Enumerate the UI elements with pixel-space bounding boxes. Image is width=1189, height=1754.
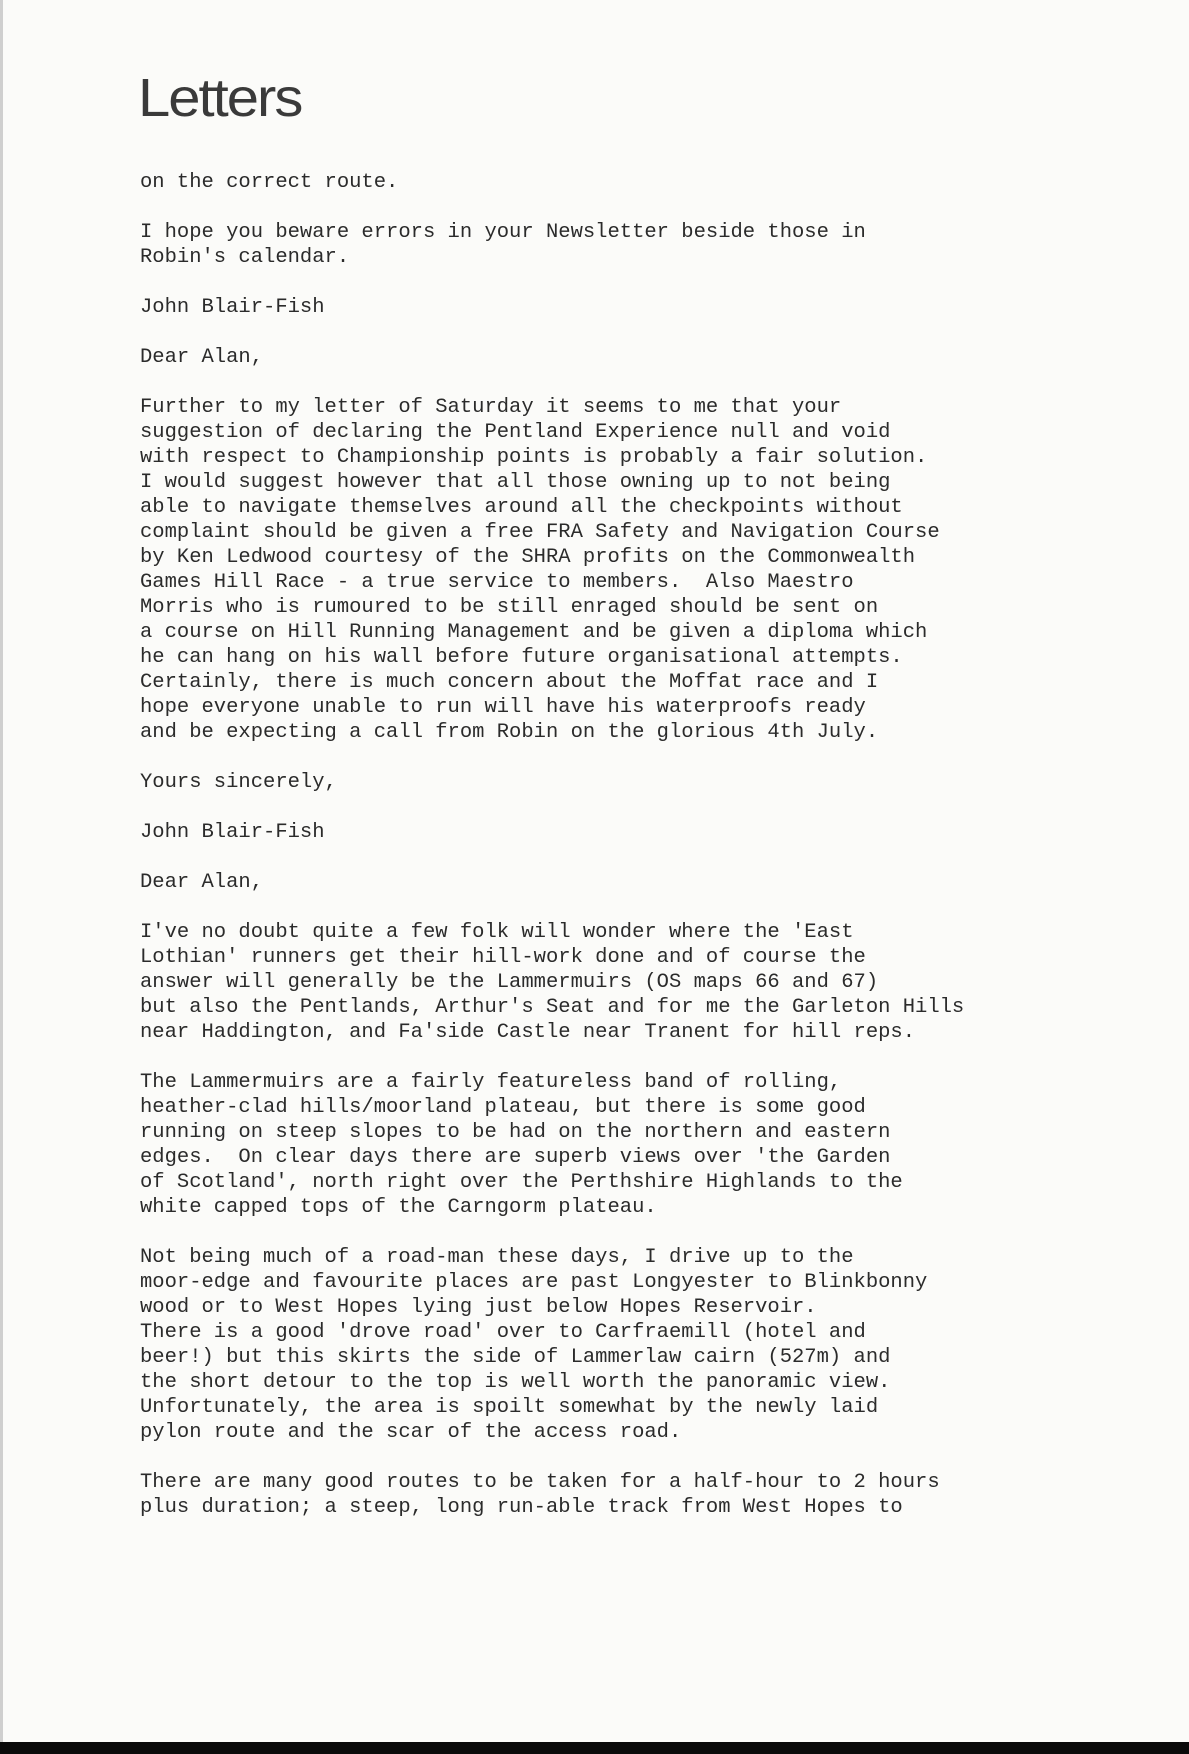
text-line: Dear Alan, (140, 346, 264, 369)
text-line: able to navigate themselves around all the checkpoints without (140, 496, 903, 519)
text-line: Not being much of a road-man these days, I drive up to the (140, 1246, 854, 1269)
paragraph (140, 170, 1160, 195)
text-line: he can hang on his wall before future organisational attempts. (140, 646, 903, 669)
text-line: near Haddington, and Fa'side Castle near Tranent for hill reps. (140, 1021, 916, 1044)
text-line: The Lammermuirs are a fairly featureless band of rolling, (140, 1071, 842, 1094)
text-line: with respect to Championship points is probably a fair solution. (140, 446, 928, 469)
text-line: on the correct route. (140, 171, 399, 194)
text-line: a course on Hill Running Management and be given a diploma which (140, 621, 928, 644)
paragraph (140, 920, 1160, 1045)
text-line: running on steep slopes to be had on the northern and eastern (140, 1121, 891, 1144)
paragraph (140, 1470, 1160, 1520)
text-line: Further to my letter of Saturday it seems to me that your (140, 396, 842, 419)
paragraph (140, 770, 1160, 795)
text-line: Certainly, there is much concern about the Moffat race and I (140, 671, 879, 694)
paragraph (140, 395, 1160, 745)
text-line: Games Hill Race - a true service to members. Also Maestro (140, 571, 854, 594)
text-line: hope everyone unable to run will have his waterproofs ready (140, 696, 866, 719)
text-line: moor-edge and favourite places are past Longyester to Blinkbonny (140, 1271, 928, 1294)
text-line: wood or to West Hopes lying just below Hopes Reservoir. (140, 1296, 817, 1319)
text-line: There is a good 'drove road' over to Carfraemill (hotel and (140, 1321, 866, 1344)
text-line: answer will generally be the Lammermuirs (OS maps 66 and 67) (140, 971, 879, 994)
letters-body (140, 170, 1160, 1545)
text-line: edges. On clear days there are superb views over 'the Garden (140, 1146, 891, 1169)
text-line: of Scotland', north right over the Perthshire Highlands to the (140, 1171, 903, 1194)
paragraph (140, 220, 1160, 270)
text-line: John Blair-Fish (140, 821, 325, 844)
text-line: pylon route and the scar of the access road. (140, 1421, 682, 1444)
paragraph (140, 870, 1160, 895)
text-line: but also the Pentlands, Arthur's Seat and for me the Garleton Hills (140, 996, 965, 1019)
scan-edge-bottom (0, 1742, 1189, 1754)
text-line: Unfortunately, the area is spoilt somewhat by the newly laid (140, 1396, 879, 1419)
text-line: heather-clad hills/moorland plateau, but there is some good (140, 1096, 866, 1119)
text-line: Morris who is rumoured to be still enraged should be sent on (140, 596, 879, 619)
text-line: There are many good routes to be taken for a half-hour to 2 hours (140, 1471, 940, 1494)
text-line: and be expecting a call from Robin on the glorious 4th July. (140, 721, 879, 744)
paragraph (140, 1070, 1160, 1220)
text-line: white capped tops of the Carngorm plateau. (140, 1196, 657, 1219)
text-line: suggestion of declaring the Pentland Experience null and void (140, 421, 891, 444)
text-line: beer!) but this skirts the side of Lammerlaw cairn (527m) and (140, 1346, 891, 1369)
text-line: plus duration; a steep, long run-able track from West Hopes to (140, 1496, 903, 1519)
text-line: Robin's calendar. (140, 246, 350, 269)
paragraph (140, 820, 1160, 845)
page-heading: Letters (138, 68, 302, 129)
text-line: I hope you beware errors in your Newsletter beside those in (140, 221, 866, 244)
text-line: Dear Alan, (140, 871, 264, 894)
text-line: by Ken Ledwood courtesy of the SHRA profits on the Commonwealth (140, 546, 916, 569)
text-line: Lothian' runners get their hill-work done and of course the (140, 946, 866, 969)
text-line: I've no doubt quite a few folk will wonder where the 'East (140, 921, 854, 944)
text-line: John Blair-Fish (140, 296, 325, 319)
scan-edge-left (0, 0, 3, 1754)
text-line: I would suggest however that all those owning up to not being (140, 471, 891, 494)
paragraph (140, 295, 1160, 320)
text-line: the short detour to the top is well worth the panoramic view. (140, 1371, 891, 1394)
text-line: Yours sincerely, (140, 771, 337, 794)
text-line: complaint should be given a free FRA Safety and Navigation Course (140, 521, 940, 544)
paragraph (140, 1245, 1160, 1445)
paragraph (140, 345, 1160, 370)
